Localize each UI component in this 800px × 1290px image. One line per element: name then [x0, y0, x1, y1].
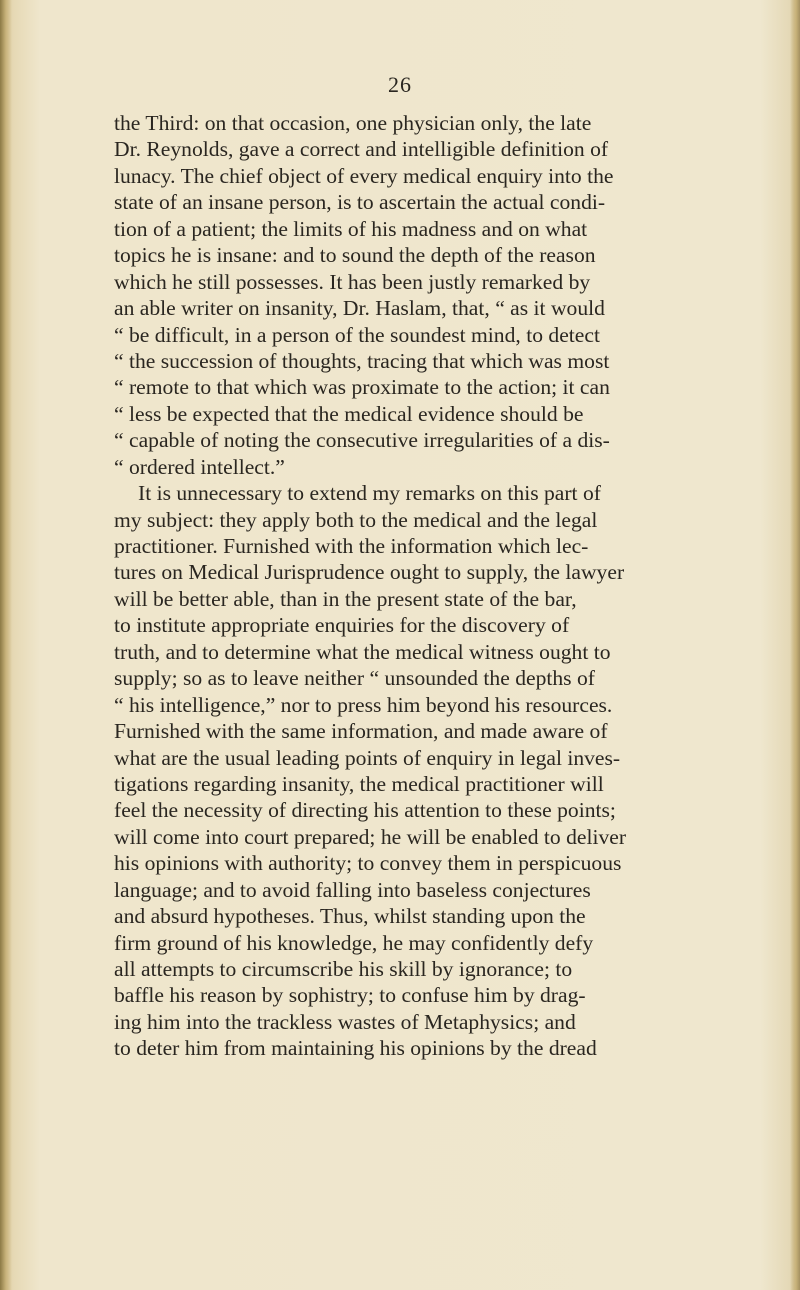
text-line: all attempts to circumscribe his skill by ignorance; to	[114, 957, 573, 981]
text-line: his opinions with authority; to convey them in perspicuous	[114, 851, 622, 876]
text-line: “ the succession of thoughts, tracing that which was most	[114, 348, 610, 373]
text-line: to deter him from maintaining his opinions by the dread	[114, 1036, 597, 1061]
text-line: “ be difficult, in a person of the soundest mind, to detect	[114, 322, 600, 347]
text-line: “ capable of noting the consecutive irregularities of a dis-	[114, 428, 610, 453]
text-line: tures on Medical Jurisprudence ought to supply, the lawyer	[114, 560, 625, 585]
text-line: ing him into the trackless wastes of Metaphysics; and	[114, 1009, 576, 1034]
text-line: practitioner. Furnished with the information which lec-	[114, 534, 589, 558]
text-line: Furnished with the same information, and made aware of	[114, 719, 608, 744]
text-line: “ less be expected that the medical evidence should be	[114, 401, 584, 426]
body-text	[114, 110, 794, 1062]
text-line: topics he is insane: and to sound the depth of the reason	[114, 243, 596, 268]
text-line: truth, and to determine what the medical witness ought to	[114, 639, 611, 664]
text-line: and absurd hypotheses. Thus, whilst standing upon the	[114, 904, 586, 929]
text-line: will come into court prepared; he will be enabled to deliver	[114, 824, 627, 849]
text-line: Dr. Reynolds, gave a correct and intelligible definition of	[114, 137, 609, 162]
text-line: lunacy. The chief object of every medical enquiry into the	[114, 163, 614, 188]
paragraph-start-line: It is unnecessary to extend my remarks on this part of	[138, 481, 601, 506]
text-line: state of an insane person, is to ascertain the actual condi-	[114, 190, 606, 215]
text-line: the Third: on that occasion, one physician only, the late	[114, 111, 592, 135]
text-line: tigations regarding insanity, the medical practitioner will	[114, 771, 604, 796]
text-line: to institute appropriate enquiries for the discovery of	[114, 613, 570, 638]
text-line: “ ordered intellect.”	[114, 454, 285, 479]
text-line: which he still possesses. It has been justly remarked by	[114, 269, 591, 294]
text-line: will be better able, than in the present state of the bar,	[114, 586, 577, 611]
text-line: feel the necessity of directing his attention to these points;	[114, 798, 616, 823]
text-line: language; and to avoid falling into baseless conjectures	[114, 877, 591, 902]
text-line: supply; so as to leave neither “ unsounded the depths of	[114, 666, 595, 691]
text-line: my subject: they apply both to the medical and the legal	[114, 507, 598, 532]
text-line: firm ground of his knowledge, he may confidently defy	[114, 930, 594, 955]
text-line: “ remote to that which was proximate to the action; it can	[114, 375, 610, 400]
text-line: what are the usual leading points of enquiry in legal inves-	[114, 745, 621, 770]
page-binding-edge	[0, 0, 12, 1290]
text-line: tion of a patient; the limits of his madness and on what	[114, 216, 588, 241]
text-line: “ his intelligence,” nor to press him beyond his resources.	[114, 692, 613, 717]
text-line: an able writer on insanity, Dr. Haslam, that, “ as it would	[114, 296, 605, 321]
text-line: baffle his reason by sophistry; to confuse him by drag-	[114, 983, 586, 1008]
page-number: 26	[388, 72, 412, 97]
